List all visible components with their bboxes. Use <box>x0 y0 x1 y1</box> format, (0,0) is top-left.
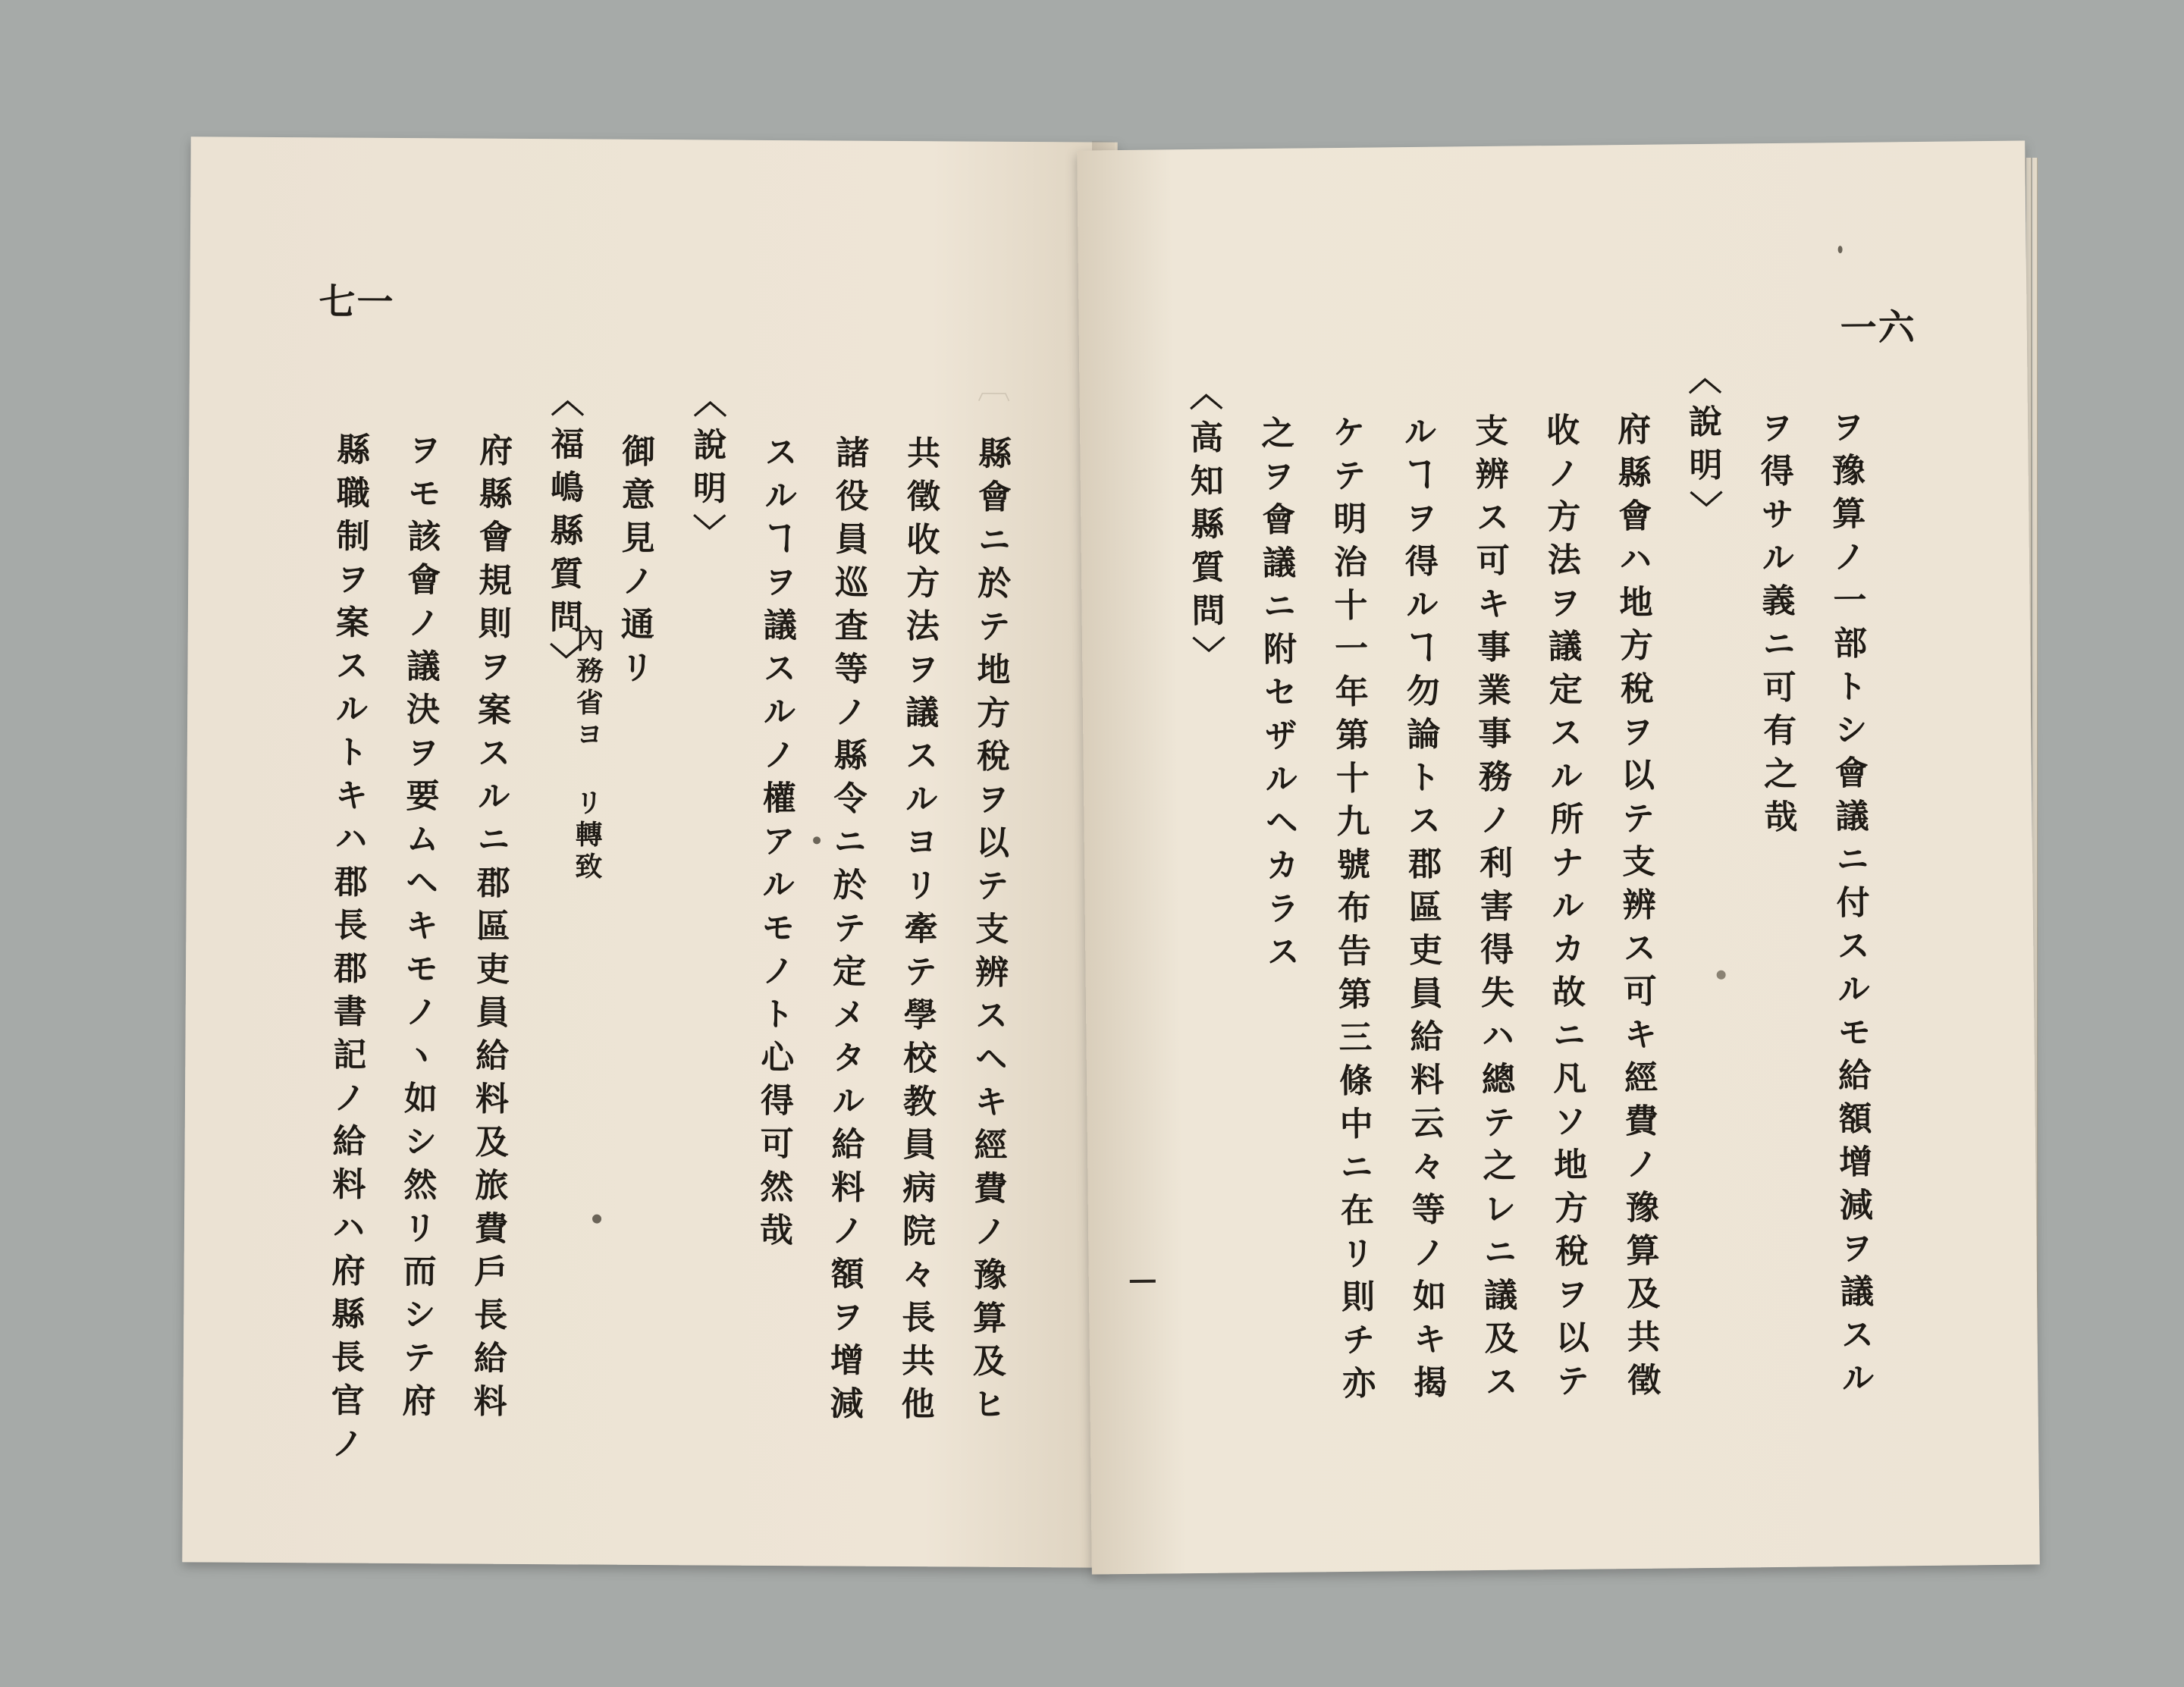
text-column: 共徵收方法ヲ議スルヨリ牽テ學校教員病院々長共他 <box>895 435 940 1430</box>
text-column: 諸役員巡査等ノ縣令ニ於テ定メタル給料ノ額ヲ增減 <box>824 434 869 1429</box>
text-column: ケテ明治十一年第十九號布告第三條中ニ在リ則チ亦 <box>1326 414 1376 1409</box>
text-column: 縣職制ヲ案スルトキハ郡長郡書記ノ給料ハ府縣長官ノ <box>325 431 370 1469</box>
text-column: ヲモ該會ノ議決ヲ要ムヘキモノヽ如シ然リ而シテ府 <box>396 431 441 1427</box>
text-column: ルヿヲ得ルヿ勿論トス郡區吏員給料云々等ノ如キ揭 <box>1397 413 1447 1409</box>
page-number: 一六 <box>1840 306 1917 350</box>
text-column: 府縣會ハ地方稅ヲ以テ支辨ス可キ經費ノ豫算及共徵 <box>1611 411 1661 1406</box>
right-page <box>1077 141 2040 1575</box>
text-column: ヲ豫算ノ一部トシ會議ニ付スルモ給額增減ヲ議スル <box>1825 409 1875 1404</box>
section-heading: 〈說明〉 <box>1682 360 1723 535</box>
margin-rule <box>1130 1280 1156 1283</box>
paper-speck <box>1838 246 1843 253</box>
text-column: スルヿヲ議スルノ權アルモノト心得可然哉 <box>753 434 798 1256</box>
text-column: 收ノ方法ヲ議定スル所ナルカ故ニ凡ソ地方稅ヲ以テ <box>1539 412 1589 1407</box>
text-column: 御意見ノ通リ <box>614 433 655 694</box>
text-column: 府縣會規則ヲ案スルニ郡區吏員給料及旅費戶長給料 <box>467 432 513 1427</box>
text-column: 縣會ニ於テ地方稅ヲ以テ支辨スヘキ經費ノ豫算及ヒ <box>966 435 1012 1430</box>
paper-speck <box>1717 970 1726 980</box>
paper-speck <box>813 836 821 844</box>
page-number: 七一 <box>318 281 395 324</box>
left-page <box>182 136 1117 1567</box>
section-heading: 〈福嶋縣質問〉 <box>543 383 584 686</box>
text-column: 支辨ス可キ事業事務ノ利害得失ハ總テ之レニ議及ス <box>1468 412 1518 1408</box>
bleed-through-text: 〔 <box>971 368 1010 412</box>
text-column: ヲ得サル義ニ可有之哉 <box>1753 409 1797 843</box>
section-heading: 〈說明〉 <box>686 384 726 557</box>
paper-speck <box>592 1215 601 1224</box>
annotation: 內務省ヨリ轉致 <box>570 624 604 884</box>
text-column: 之ヲ會議ニ附セザルヘカラス <box>1254 415 1300 978</box>
section-heading: 〈高知縣質問〉 <box>1183 376 1225 680</box>
